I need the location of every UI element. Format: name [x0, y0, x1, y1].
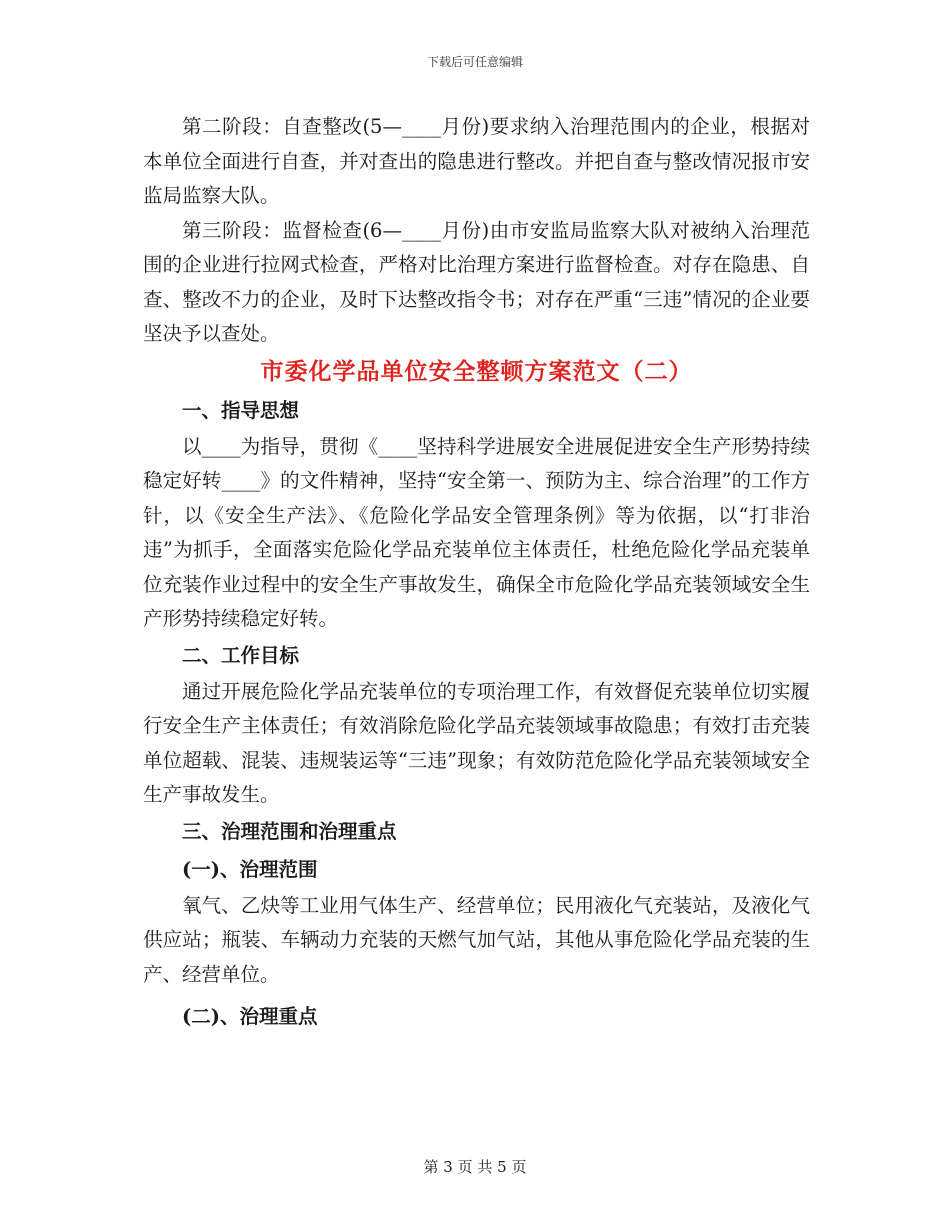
paragraph-stage-two: 第二阶段：自查整改(5—____月份)要求纳入治理范围内的企业，根据对本单位全面进行自查，并对查出的隐患进行整改。并把自查与整改情况报市安监局监察大队。: [143, 115, 810, 207]
document-body: [143, 110, 810, 1042]
subsection-heading-scope: (一)、治理范围: [182, 857, 318, 881]
section-heading-work-goals: 二、工作目标: [182, 643, 300, 667]
section-body-work-goals: 通过开展危险化学品充装单位的专项治理工作，有效督促充装单位切实履行安全生产主体责任；有效消除危险化学品充装领域事故隐患；有效打击充装单位超载、混装、违规装运等“三违”现象；有效防范危险化学品充装领域安全生产事故发生。: [143, 679, 810, 806]
subsection-heading-focus: (二)、治理重点: [182, 1005, 318, 1028]
section-heading-guiding-thought: 一、指导思想: [182, 398, 300, 422]
header-note: 下载后可任意编辑: [426, 55, 523, 69]
page-number-footer: 第 3 页 共 5 页: [423, 1158, 527, 1176]
section-heading-scope-and-focus: 三、治理范围和治理重点: [182, 819, 397, 843]
paragraph-stage-three: 第三阶段：监督检查(6—____月份)由市安监局监察大队对被纳入治理范围的企业进行拉网式检查，严格对比治理方案进行监督检查。对存在隐患、自查、整改不力的企业，及时下达整改指令书；对存在严重“三违”情况的企业要坚决予以查处。: [143, 218, 810, 345]
document-title: 市委化学品单位安全整顿方案范文（二）: [260, 357, 693, 385]
section-body-guiding-thought: 以____为指导，贯彻《____坚持科学进展安全进展促进安全生产形势持续稳定好转____》的文件精神，坚持“安全第一、预防为主、综合治理”的工作方针，以《安全生产法》、《危险化学品安全管理条例》等为依据，以“打非治违”为抓手，全面落实危险化学品充装单位主体责任，杜绝危险化学品充装单位充装作业过程中的安全生产事故发生，确保全市危险化学品充装领域安全生产形势持续稳定好转。: [143, 434, 810, 630]
subsection-body-scope: 氧气、乙炔等工业用气体生产、经营单位；民用液化气充装站，及液化气供应站；瓶装、车辆动力充装的天燃气加气站，其他从事危险化学品充装的生产、经营单位。: [143, 893, 810, 986]
